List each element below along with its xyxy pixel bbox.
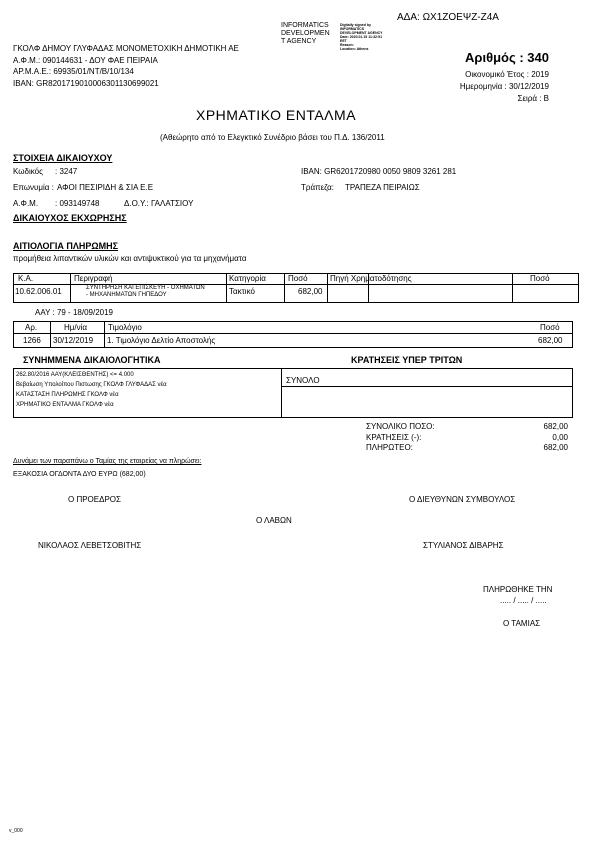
- president-title: Ο ΠΡΟΕΔΡΟΣ: [68, 495, 121, 504]
- issuer-name: ΓΚΟΛΦ ΔΗΜΟΥ ΓΛΥΦΑΔΑΣ ΜΟΝΟΜΕΤΟΧΙΚΗ ΔΗΜΟΤΙΚΗ ΑΕ: [13, 44, 239, 53]
- beneficiary-afm-label: Α.Φ.Μ.: [13, 199, 39, 208]
- beneficiary-code-label: Κωδικός: [13, 167, 43, 176]
- signature-line: Location: Athens: [340, 47, 369, 51]
- document-item: Βεβαίωση Υπολοίπου Πιστωσης ΓΚΟΛΦ ΓΛΥΦΑΔΑΣ νέα: [16, 382, 167, 388]
- total-label: ΣΥΝΟΛΙΚΟ ΠΟΣΟ:: [366, 422, 435, 431]
- col-invoice-amount: Ποσό: [540, 323, 560, 332]
- withholdings-heading: ΚΡΑΤΗΣΕΙΣ ΥΠΕΡ ΤΡΙΤΩΝ: [351, 355, 463, 365]
- signature-line: Digitally signed by: [340, 23, 371, 27]
- president-name: ΝΙΚΟΛΑΟΣ ΛΕΒΕΤΣΟΒΙΤΗΣ: [38, 541, 142, 550]
- signature-line: INFORMATICS: [340, 27, 365, 31]
- signature-logo: [281, 22, 330, 46]
- col-invoice-number: Αρ.: [25, 323, 38, 332]
- col-description: Περιγραφή: [74, 274, 113, 283]
- footer-code: v_000: [9, 828, 23, 834]
- divider: [284, 273, 285, 303]
- issuer-afm: Α.Φ.Μ.: 090144631 - ΔΟΥ ΦΑΕ ΠΕΙΡΑΙΑ: [13, 55, 158, 65]
- expense-description-line: ΣΥΝΤΗΡΗΣΗ ΚΑΙ ΕΠΙΣΚΕΥΗ - ΟΧΗΜΑΤΩΝ: [86, 285, 205, 291]
- logo-line: T AGENCY: [281, 38, 317, 45]
- document-item: ΧΡΗΜΑΤΙΚΟ ΕΝΤΑΛΜΑ ΓΚΟΛΦ νέα: [16, 402, 114, 408]
- order-meta: [460, 69, 549, 105]
- assignment-heading: ΔΙΚΑΙΟΥΧΟΣ ΕΚΧΩΡΗΣΗΣ: [13, 213, 127, 223]
- logo-line: DEVELOPMEN: [281, 30, 330, 37]
- invoice-number: 1266: [23, 336, 41, 345]
- beneficiary-heading: ΣΤΟΙΧΕΙΑ ΔΙΚΑΙΟΥΧΟΥ: [13, 153, 113, 163]
- justification-heading: ΑΙΤΙΟΛΟΓΙΑ ΠΛΗΡΩΜΗΣ: [13, 241, 119, 251]
- amount-in-words: ΕΞΑΚΟΣΙΑ ΟΓΔΟΝΤΑ ΔΥΟ ΕΥΡΩ (682,00): [13, 471, 146, 478]
- signature-line: Date: 2020.01.15 11:32:51: [340, 35, 383, 39]
- expense-category: Τακτικό: [229, 287, 255, 296]
- beneficiary-name: ΑΦΟΙ ΠΕΣΙΡΙΔΗ & ΣΙΑ Ε.Ε: [57, 183, 154, 192]
- beneficiary-iban: IBAN: GR6201720980 0050 9809 3261 281: [301, 167, 457, 176]
- payable-label: ΠΛΗΡΩΤΕΟ:: [366, 443, 413, 452]
- document-title: ΧΡΗΜΑΤΙΚΟ ΕΝΤΑΛΜΑ: [196, 107, 357, 123]
- signature-line: DEVELOPMENT AGENCY: [340, 31, 383, 35]
- documents-heading: ΣΥΝΗΜΜΕΝΑ ΔΙΚΑΙΟΛΟΓΗΤΙΚΑ: [23, 355, 161, 365]
- divider: [104, 321, 105, 348]
- totals-values: [544, 422, 568, 454]
- beneficiary-bank-label: Τράπεζα:: [301, 183, 334, 192]
- fiscal-year: Οικονομικό Έτος : 2019: [465, 70, 549, 79]
- signature-line: EET: [340, 39, 347, 43]
- divider: [281, 368, 282, 418]
- divider: [50, 321, 51, 348]
- document-item: 262.80/2016 ΑΑΥ(ΚΛΕΙΣΘΕΝΤΗΣ) <= 4.000: [16, 372, 134, 378]
- cashier-title: Ο ΤΑΜΙΑΣ: [503, 619, 541, 628]
- col-funding-source: Πηγή Χρηματοδότησης: [330, 274, 412, 283]
- signature-details: [340, 23, 382, 51]
- justification-text: προμήθεια λιπαντικών υλικών και αντιψυκτικού για τα μηχανήματα: [13, 254, 247, 263]
- divider: [226, 273, 227, 303]
- expense-description: [86, 285, 205, 299]
- col-invoice: Τιμολόγιο: [108, 323, 142, 332]
- document-item: ΚΑΤΑΣΤΑΣΗ ΠΛΗΡΩΜΗΣ ΓΚΟΛΦ νέα: [16, 392, 119, 398]
- invoice-description: 1. Τιμολόγιο Δελτίο Αποστολής: [107, 336, 216, 345]
- issuer-info: [13, 43, 239, 89]
- divider: [13, 333, 573, 334]
- beneficiary-doy: Δ.Ο.Υ.: ΓΑΛΑΤΣΙΟΥ: [124, 199, 194, 208]
- order-series: Σειρά : Β: [517, 94, 549, 103]
- col-category: Κατηγορία: [229, 274, 266, 283]
- paid-on-label: ΠΛΗΡΩΘΗΚΕ ΤΗΝ: [483, 585, 553, 594]
- withholdings-label: ΚΡΑΤΗΣΕΙΣ (-):: [366, 432, 422, 442]
- col-invoice-date: Ημ/νία: [64, 323, 88, 332]
- order-number: Αριθμός : 340: [465, 50, 549, 65]
- payment-instruction: Δυνάμει των παραπάνω ο Ταμίας της εταιρείας να πληρώσει:: [13, 458, 202, 465]
- expense-amount: 682,00: [298, 287, 323, 296]
- divider: [281, 386, 573, 387]
- expense-ka: 10.62.006.01: [15, 287, 62, 296]
- order-date: Ημερομηνία : 30/12/2019: [459, 82, 549, 91]
- receiver-title: Ο ΛΑΒΩΝ: [256, 516, 292, 525]
- col-amount: Ποσό: [288, 274, 308, 283]
- divider: [70, 273, 71, 303]
- withholdings-total-label: ΣΥΝΟΛΟ: [286, 376, 320, 385]
- beneficiary-bank: ΤΡΑΠΕΖΑ ΠΕΙΡΑΙΩΣ: [345, 183, 420, 192]
- beneficiary-afm: : 093149748: [55, 199, 100, 208]
- ceo-title: Ο ΔΙΕΥΘΥΝΩΝ ΣΥΜΒΟΥΛΟΣ: [409, 495, 516, 504]
- expense-description-line: - ΜΗΧΑΝΗΜΑΤΩΝ ΓΗΠΕΔΟΥ: [86, 292, 167, 298]
- logo-line: INFORMATICS: [281, 22, 329, 29]
- divider: [327, 273, 328, 303]
- issuer-iban: IBAN: GR8201719010006301130699021: [13, 78, 159, 88]
- total-value: 682,00: [543, 422, 568, 431]
- aay-reference: ΑΑΥ : 79 - 18/09/2019: [35, 308, 113, 317]
- payable-value: 682,00: [543, 443, 568, 452]
- beneficiary-code: : 3247: [55, 167, 78, 176]
- divider: [512, 273, 513, 303]
- totals-labels: [366, 422, 435, 454]
- invoice-table-border: [13, 321, 573, 348]
- document-subtitle: (Αθεώρητο από το Ελεγκτικό Συνέδριο βάσει του Π.Δ. 136/2011: [160, 133, 385, 142]
- invoice-amount: 682,00: [538, 336, 563, 345]
- ceo-name: ΣΤΥΛΙΑΝΟΣ ΔΙΒΑΡΗΣ: [423, 541, 504, 550]
- signature-line: Reason:: [340, 43, 354, 47]
- documents-list: [16, 370, 167, 410]
- withholdings-value: 0,00: [552, 432, 568, 442]
- col-source-amount: Ποσό: [530, 274, 550, 283]
- paid-date: ..... / ..... / .....: [500, 596, 547, 605]
- ada-code: ΑΔΑ: ΩΧ1ΖΟΕΨΖ-Ζ4Α: [397, 12, 499, 23]
- col-ka: Κ.Α.: [18, 274, 34, 283]
- beneficiary-name-label: Επωνυμία :: [13, 183, 54, 192]
- invoice-date: 30/12/2019: [53, 336, 94, 345]
- issuer-armae: ΑΡ.Μ.Α.Ε.: 69935/01/ΝΤ/Β/10/134: [13, 67, 134, 76]
